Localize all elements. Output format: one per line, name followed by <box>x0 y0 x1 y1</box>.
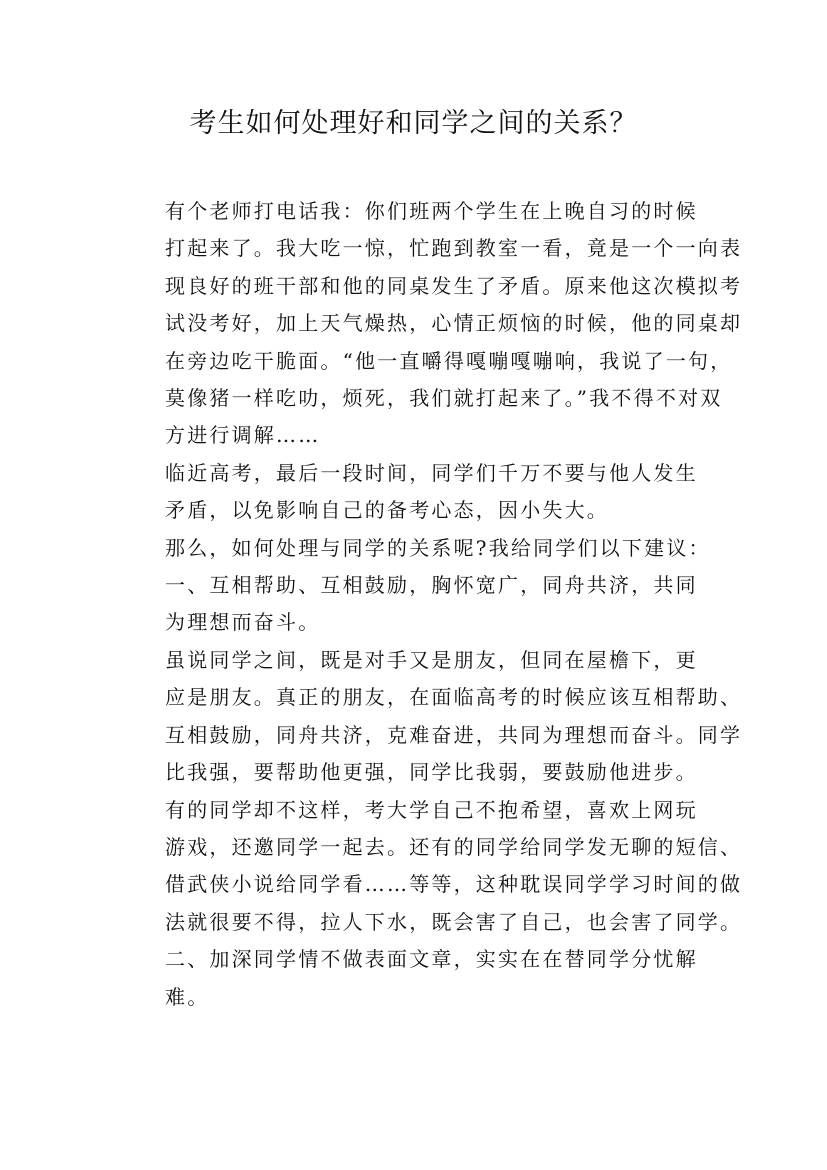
paragraph-line: 有个老师打电话我：你们班两个学生在上晚自习的时候 <box>165 199 698 223</box>
paragraph-line: 游戏，还邀同学一起去。还有的同学给同学发无聊的短信、 <box>165 834 743 859</box>
paragraph-line: 打起来了。我大吃一惊，忙跑到教室一看，竟是一个一向表 <box>165 236 743 261</box>
paragraph-line: 二、加深同学情不做表面文章，实实在在替同学分忧解 <box>165 947 698 972</box>
paragraph-line: 虽说同学之间，既是对手又是朋友，但同在屋檐下，更 <box>165 647 698 672</box>
paragraph-line: 为理想而奋斗。 <box>165 610 321 635</box>
paragraph-line: 互相鼓励，同舟共济，克难奋进，共同为理想而奋斗。同学 <box>165 722 743 747</box>
paragraph-line: 试没考好，加上天气燥热，心情正烦恼的时候，他的同桌却 <box>165 311 743 336</box>
paragraph-line: 有的同学却不这样，考大学自己不抱希望，喜欢上网玩 <box>165 797 698 822</box>
paragraph-line: 难。 <box>165 984 210 1009</box>
paragraph-line: 在旁边吃干脆面。“他一直嚼得嘎嘣嘎嘣响，我说了一句， <box>165 348 733 373</box>
paragraph-anecdote <box>125 193 743 455</box>
paragraph-line: 那么，如何处理与同学的关系呢?我给同学们以下建议： <box>165 535 711 560</box>
paragraph-line: 莫像猪一样吃叻，烦死，我们就打起来了。”我不得不对双 <box>165 386 723 411</box>
paragraph-line: 借武侠小说给同学看……等等，这种耽误同学学习时间的做 <box>165 872 743 897</box>
paragraph-line: 一、互相帮助、互相鼓励，胸怀宽广，同舟共济，共同 <box>165 573 698 598</box>
paragraph-line: 方进行调解…… <box>165 423 321 448</box>
paragraph-line: 临近高考，最后一段时间，同学们千万不要与他人发生 <box>165 460 698 485</box>
paragraph-line: 矛盾，以免影响自己的备考心态，因小失大。 <box>165 498 609 523</box>
paragraph-line: 应是朋友。真正的朋友，在面临高考的时候应该互相帮助、 <box>165 685 743 710</box>
paragraph-point-two <box>125 941 715 1016</box>
paragraph-line: 现良好的班干部和他的同桌发生了矛盾。原来他这次模拟考 <box>165 273 743 298</box>
paragraph-bad-example <box>125 792 743 942</box>
paragraph-friends <box>125 642 743 792</box>
paragraph-point-one <box>125 567 715 642</box>
paragraph-intro-advice <box>125 530 715 567</box>
paragraph-warning <box>125 455 715 530</box>
paragraph-line: 法就很要不得，拉人下水，既会害了自己，也会害了同学。 <box>165 909 743 934</box>
document-body <box>125 193 743 1016</box>
paragraph-line: 比我强，要帮助他更强，同学比我弱，要鼓励他进步。 <box>165 760 698 785</box>
document-title: 考生如何处理好和同学之间的关系？ <box>189 108 638 139</box>
